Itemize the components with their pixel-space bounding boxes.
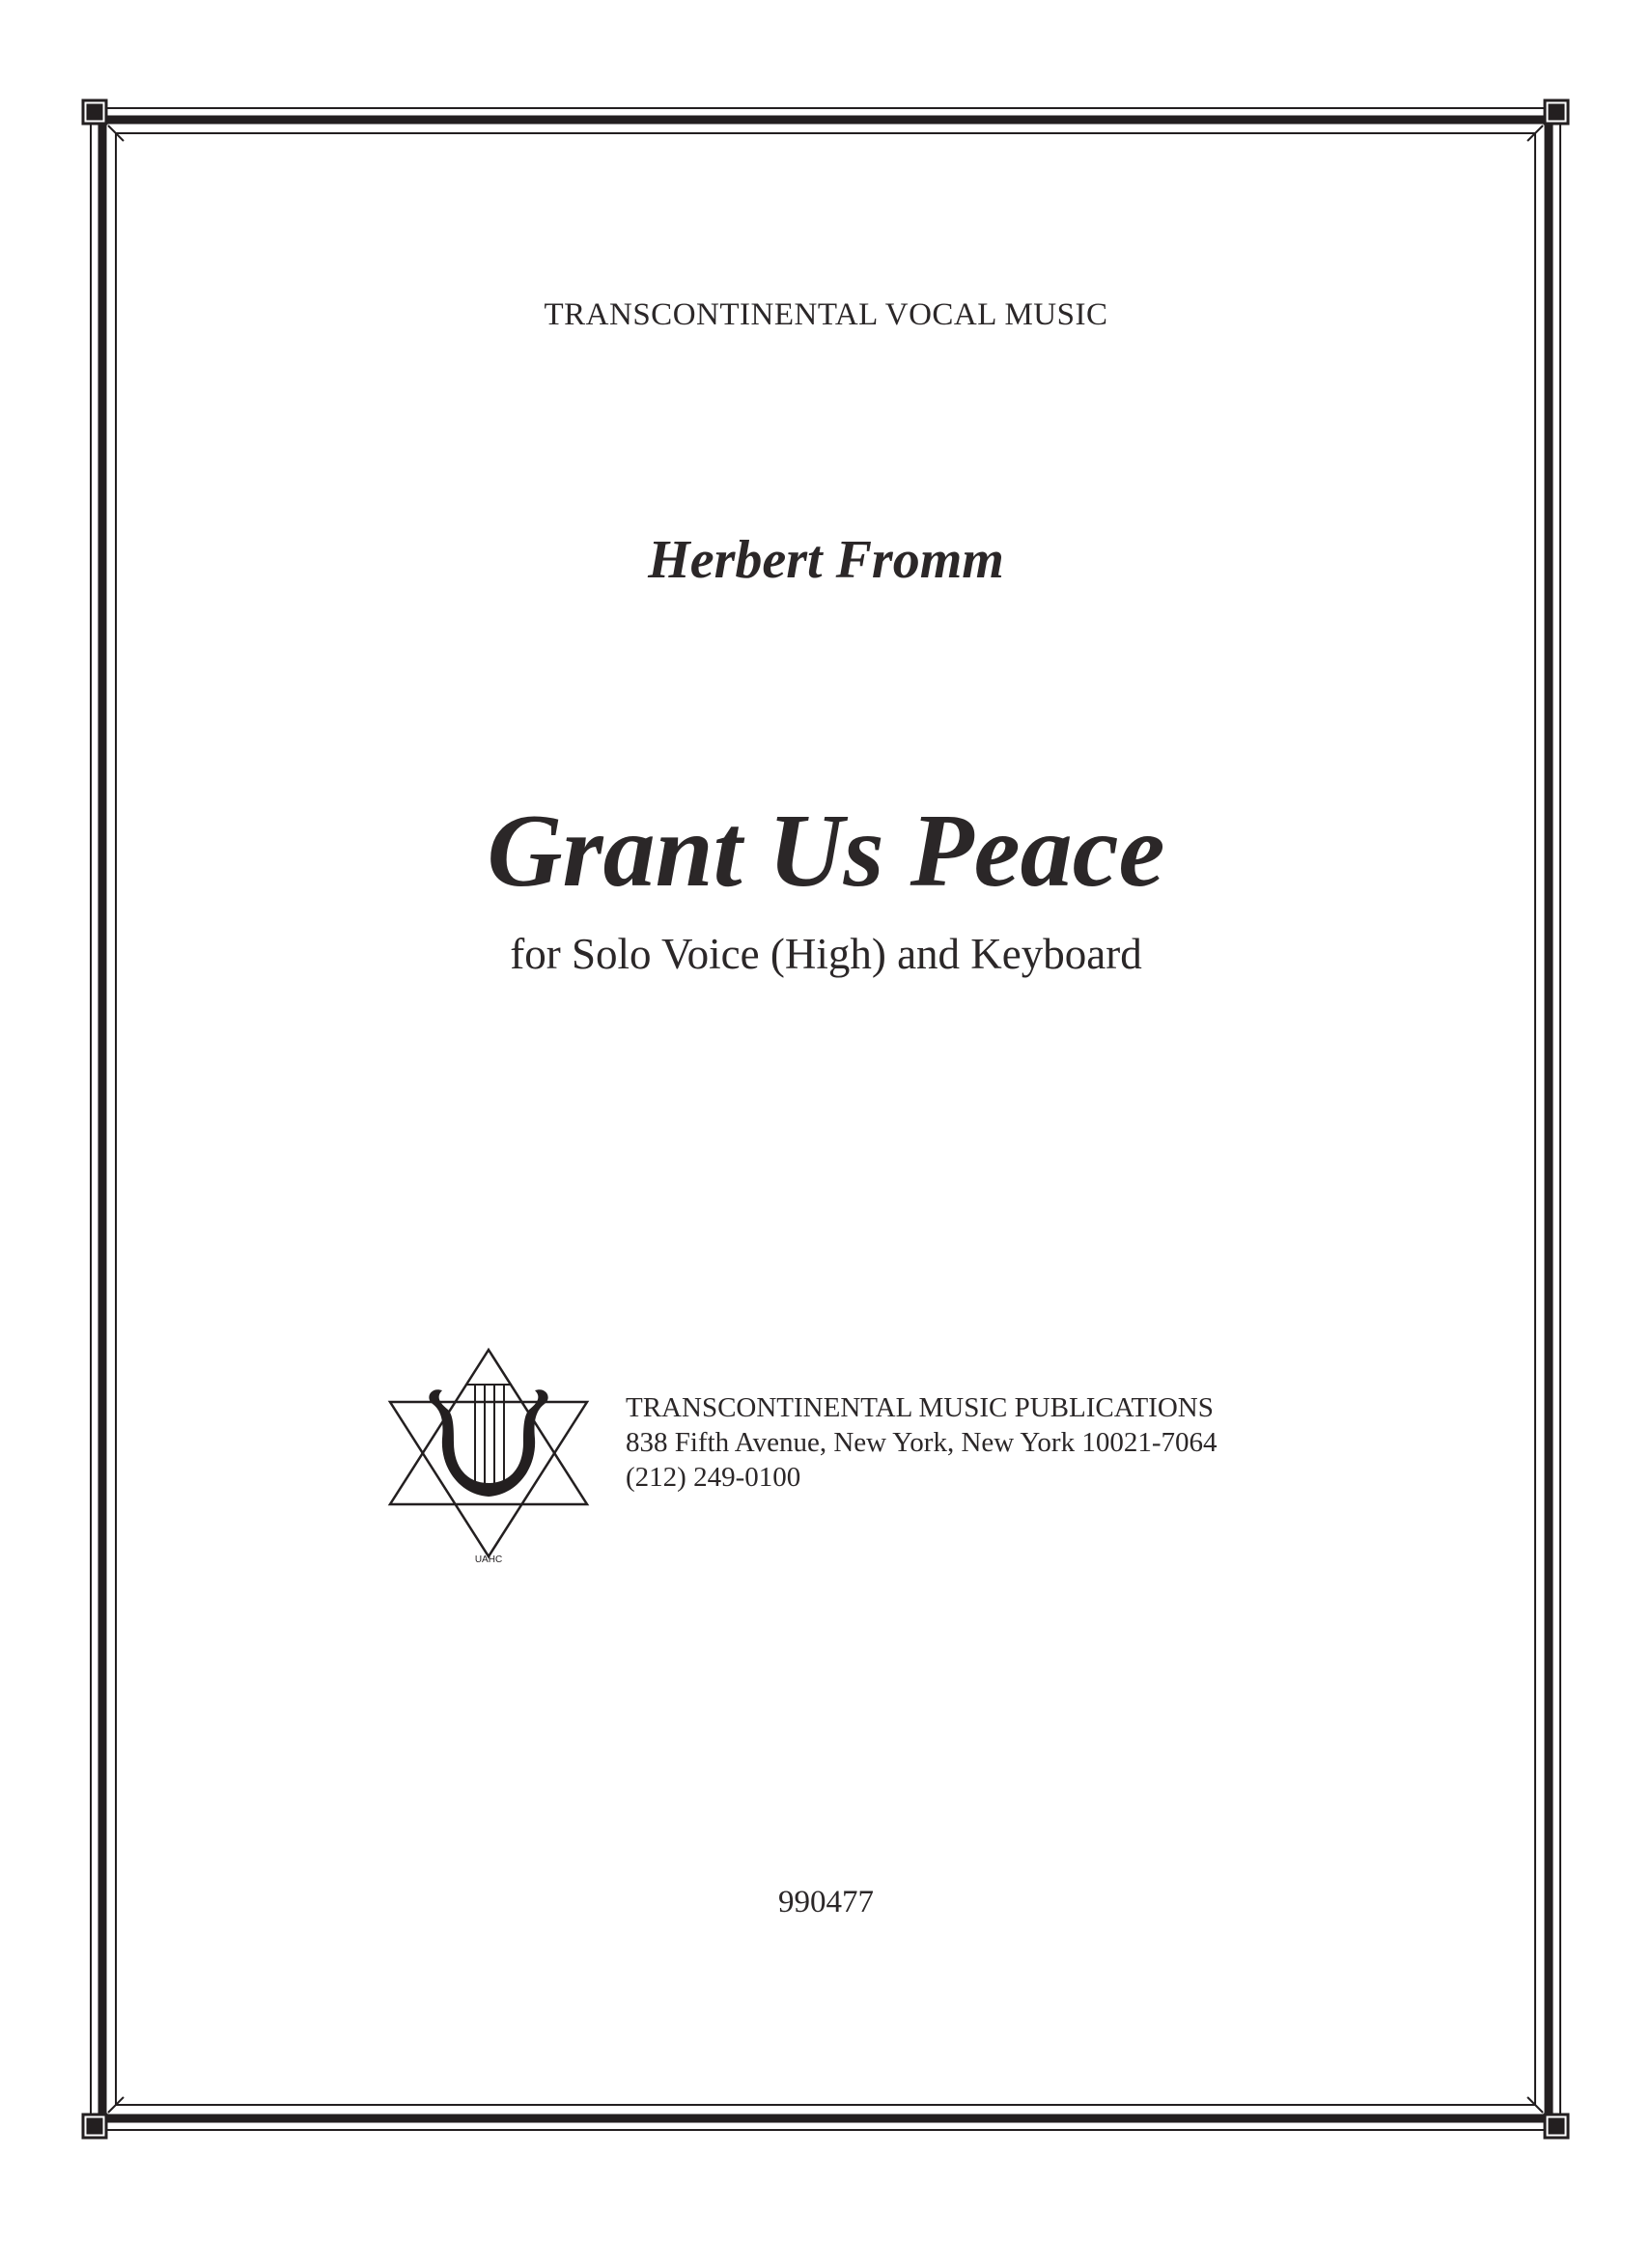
catalog-number: 990477 xyxy=(778,1885,874,1919)
series-title: TRANSCONTINENTAL VOCAL MUSIC xyxy=(544,297,1108,332)
corner-ornament-icon xyxy=(83,100,1568,2138)
composer-name: Herbert Fromm xyxy=(648,530,1004,590)
logo-text: UAHC xyxy=(474,1555,503,1564)
publisher-address: 838 Fifth Avenue, New York, New York 10021-7064 xyxy=(626,1427,1218,1458)
work-title: Grant Us Peace xyxy=(487,794,1165,909)
publisher-info xyxy=(626,1390,1218,1495)
publisher-name: TRANSCONTINENTAL MUSIC PUBLICATIONS xyxy=(626,1392,1214,1423)
lyre-star-of-david-icon xyxy=(382,1342,595,1564)
publisher-phone: (212) 249-0100 xyxy=(626,1462,801,1493)
work-subtitle: for Solo Voice (High) and Keyboard xyxy=(510,930,1142,978)
